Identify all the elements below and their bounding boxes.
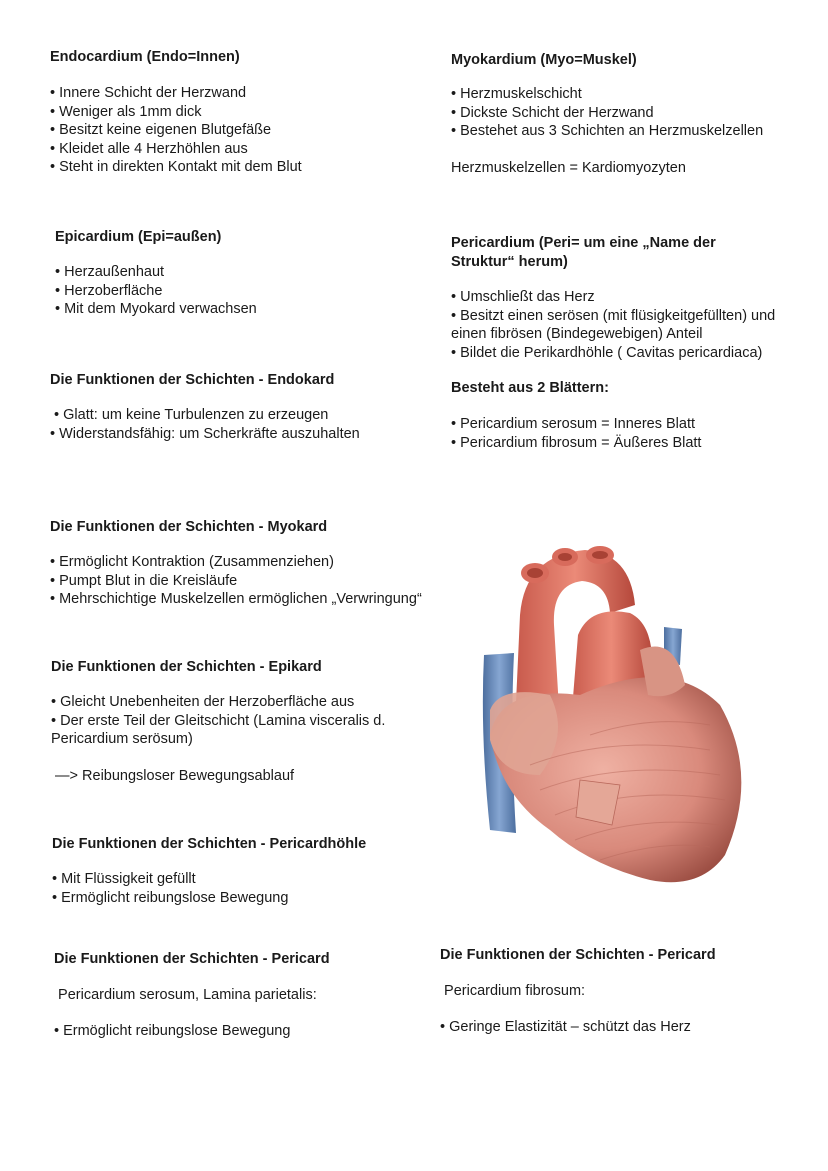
list-item: • Geringe Elastizität – schützt das Herz [440,1018,691,1035]
section-myokardium [451,51,763,177]
section-epicardium [55,228,257,319]
list-item: • Kleidet alle 4 Herzhöhlen aus [50,140,248,157]
list-item: • Herzoberfläche [55,282,163,299]
section-funktion-endokard [50,371,360,443]
arrow-note: —> Reibungsloser Bewegungsablauf [51,767,295,784]
list-item: • Pericardium fibrosum = Äußeres Blatt [451,434,702,451]
list-item: • Mit dem Myokard verwachsen [55,301,257,317]
section-funktion-pericard-serosum [54,950,330,1040]
heading-funktion-endokard: Die Funktionen der Schichten - Endokard [50,372,335,388]
subtitle-serosum: Pericardium serosum, Lamina parietalis: [54,987,317,1003]
list-item: • Gleicht Unebenheiten der Herzoberfläche aus [51,694,355,710]
section-funktion-pericard-fibrosum [440,946,716,1036]
list-item: • Der erste Teil der Gleitschicht (Lamina visceralis d. [51,712,386,729]
subheading-blaetter: Besteht aus 2 Blättern: [451,380,609,396]
list-item: einen fibrösen (Bindegewebigen) Anteil [451,326,703,342]
list-item: • Mehrschichtige Muskelzellen ermöglichen „Verwringung“ [50,591,422,607]
list-item: • Ermöglicht Kontraktion (Zusammenziehen) [50,554,334,570]
heading-funktion-myokard: Die Funktionen der Schichten - Myokard [50,519,328,535]
list-item: • Weniger als 1mm dick [50,103,202,120]
heading-pericardium-line2: Struktur“ herum) [451,254,568,270]
list-item: • Pericardium serosum = Inneres Blatt [451,416,696,432]
section-pericardium [451,234,775,452]
list-item: • Ermöglicht reibungslose Bewegung [54,1022,291,1039]
list-item: • Umschließt das Herz [451,289,595,305]
subtitle-fibrosum: Pericardium fibrosum: [440,983,586,999]
list-item: • Pumpt Blut in die Kreisläufe [50,572,238,589]
list-item: • Mit Flüssigkeit gefüllt [52,871,196,887]
list-item: • Bestehet aus 3 Schichten an Herzmuskelzellen [451,123,764,139]
heading-funktion-pericardhoehle: Die Funktionen der Schichten - Pericardhöhle [52,836,367,852]
note-kardiomyozyten: Herzmuskelzellen = Kardiomyozyten [451,159,686,176]
list-item: • Innere Schicht der Herzwand [50,85,247,101]
heading-pericardium-line1: Pericardium (Peri= um eine „Name der [451,235,716,251]
heading-myokardium: Myokardium (Myo=Muskel) [451,52,637,68]
list-item: • Besitzt einen serösen (mit flüsigkeitgefüllten) und [451,307,776,324]
list-item: • Ermöglicht reibungslose Bewegung [52,889,289,906]
heading-funktion-epikard: Die Funktionen der Schichten - Epikard [51,659,322,675]
section-endocardium [50,48,302,177]
heading-funktion-pericard: Die Funktionen der Schichten - Pericard [440,947,716,963]
list-item: • Besitzt keine eigenen Blutgefäße [50,122,272,138]
heart-illustration-icon [470,535,750,895]
list-item: • Widerstandsfähig: um Scherkräfte auszuhalten [50,425,360,442]
heading-endocardium: Endocardium (Endo=Innen) [50,49,240,65]
section-funktion-myokard [50,518,422,609]
list-item: • Herzaußenhaut [55,264,165,280]
list-item: • Steht in direkten Kontakt mit dem Blut [50,159,302,175]
section-funktion-pericardhoehle [52,835,366,907]
list-item: • Dickste Schicht der Herzwand [451,104,654,121]
list-item: • Herzmuskelschicht [451,86,582,102]
list-item: • Bildet die Perikardhöhle ( Cavitas pericardiaca) [451,344,763,361]
section-funktion-epikard [51,658,385,785]
heading-funktion-pericard: Die Funktionen der Schichten - Pericard [54,951,330,967]
heading-epicardium: Epicardium (Epi=außen) [55,229,222,245]
list-item: Pericardium serösum) [51,731,193,747]
list-item: • Glatt: um keine Turbulenzen zu erzeugen [50,407,329,423]
